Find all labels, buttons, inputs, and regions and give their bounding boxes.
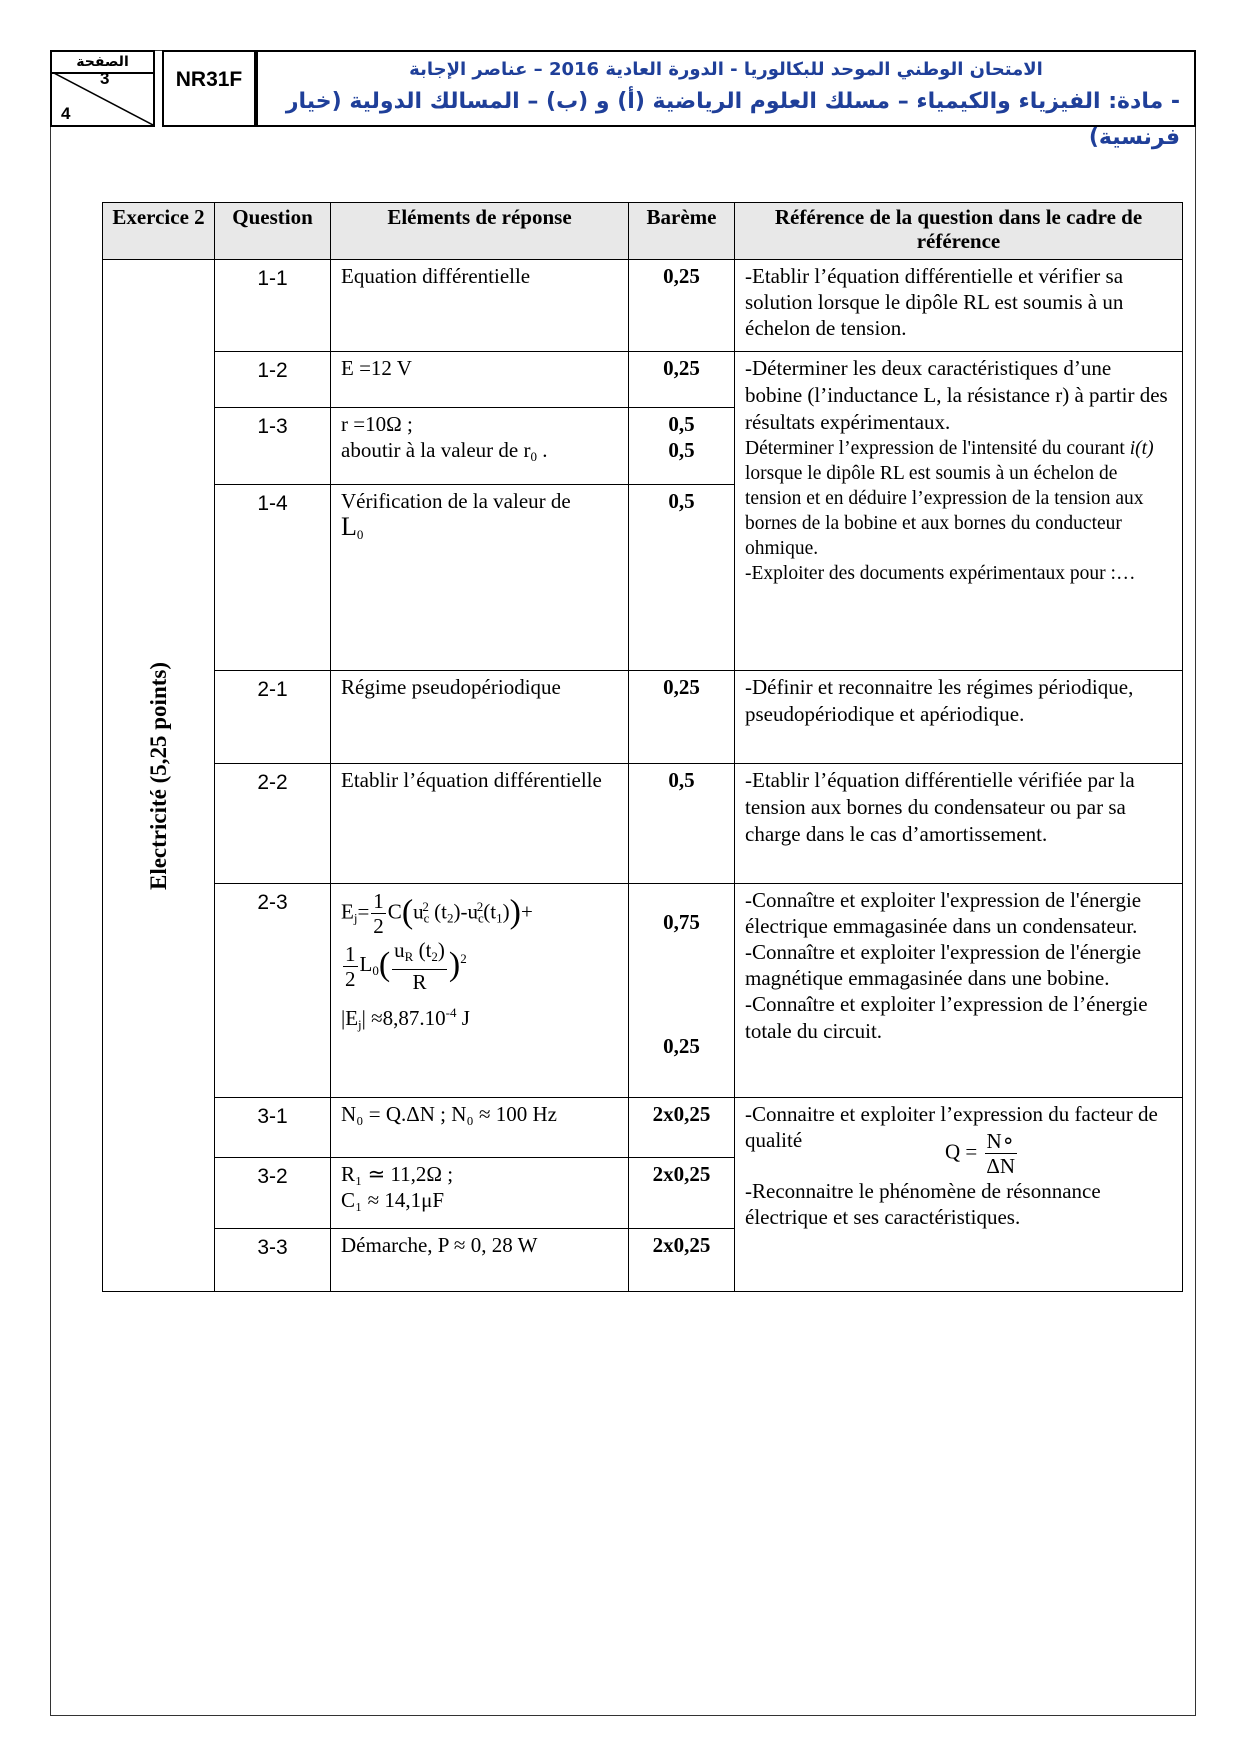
- question-number: 3-2: [215, 1158, 331, 1229]
- points-value: 0,5: [668, 437, 695, 462]
- question-number: 1-1: [215, 260, 331, 352]
- reference-text: -Reconnaitre le phénomène de résonnance électrique et ses caractéristiques.: [745, 1178, 1101, 1229]
- answer-cell: [331, 1158, 629, 1229]
- reference-text: Déterminer l’expression de l'intensité du courant: [745, 437, 1125, 459]
- reference-text: lorsque le dipôle RL est soumis à un échelon de tension et en déduire l’expression de la tension aux bornes de la bobine et aux bornes du conducteur ohmique.: [745, 462, 1144, 559]
- exam-title-line2: - مادة: الفيزياء والكيمياء – مسلك العلوم الرياضية (أ) و (ب) – المسالك الدولية (خيار فرنسية): [285, 89, 1180, 150]
- reference-text: -Déterminer les deux caractéristiques d’une bobine (l’inductance L, la résistance r) à partir des résultats expérimentaux.: [745, 355, 1168, 434]
- reference-text: -Connaitre et exploiter l’expression du facteur de qualité: [745, 1101, 1158, 1152]
- answer-cell: [331, 485, 629, 670]
- points-cell: 0,25: [629, 351, 735, 407]
- table-row: [103, 351, 1183, 407]
- energy-value: ≈8,87.10: [371, 1006, 446, 1031]
- answer-cell: E =12 V: [331, 351, 629, 407]
- table-row: [103, 884, 1183, 1097]
- answer-cell: [331, 407, 629, 485]
- page-number: 3: [100, 69, 110, 88]
- table-row: [103, 1097, 1183, 1157]
- energy-formula-line1: $E_j=$ $\frac{1}{2}$ $C(u_c^2$ $(t_2)-u_c^2(t_1))+$: [341, 889, 533, 939]
- question-number: 3-3: [215, 1229, 331, 1292]
- reference-text: -Connaître et exploiter l'expression de l'énergie électrique emmagasinée dans un condensateur.: [745, 888, 1142, 939]
- points-cell: 0,25: [629, 670, 735, 763]
- answer-cell: Régime pseudopériodique: [331, 670, 629, 763]
- section-label: Electricité (5,25 points): [145, 661, 171, 890]
- header-elements: Eléments de réponse: [331, 203, 629, 260]
- answer-line: R₁ ≃ 11,2Ω ;: [341, 1162, 454, 1187]
- reference-text: -Connaître et exploiter l’expression de l’énergie totale du circuit.: [745, 992, 1148, 1044]
- answer-line: Vérification de la valeur de: [341, 489, 571, 514]
- points-cell: 2x0,25: [629, 1229, 735, 1292]
- table-header-row: [103, 203, 1183, 260]
- table-row: [103, 260, 1183, 352]
- answer-table: [102, 202, 1183, 1292]
- answer-line: aboutir à la valeur de $r_0$ .: [341, 437, 548, 464]
- current-symbol: i(t): [1129, 437, 1154, 459]
- reference-cell: -Etablir l’équation différentielle vérifiée par la tension aux bornes du condensateur ou par sa charge dans le cas d’amortissement.: [735, 763, 1183, 884]
- r0-sub: 0: [530, 448, 537, 464]
- answer-line: r =10Ω ;: [341, 411, 413, 436]
- r0-var: r: [523, 437, 531, 462]
- l0-sub: 0: [356, 527, 364, 543]
- answer-cell: [331, 884, 629, 1097]
- reference-cell: -Définir et reconnaitre les régimes périodique, pseudopériodique et apériodique.: [735, 670, 1183, 763]
- formula-den: ΔN: [986, 1153, 1015, 1178]
- reference-cell: -Etablir l’équation différentielle et vérifier sa solution lorsque le dipôle RL est soumis à un échelon de tension.: [735, 260, 1183, 352]
- points-cell: 0,5: [629, 485, 735, 670]
- energy-unit: J: [461, 1006, 470, 1031]
- reference-text: [745, 436, 1172, 561]
- header-reference: Référence de la question dans le cadre de référence: [735, 203, 1183, 260]
- question-number: 2-2: [215, 763, 331, 884]
- answer-cell: Equation différentielle: [331, 260, 629, 352]
- page-label: الصفحة: [52, 52, 153, 74]
- formula-lhs: Q =: [945, 1139, 978, 1164]
- energy-exponent: -4: [445, 1005, 457, 1021]
- points-cell: [629, 407, 735, 485]
- question-number: 1-4: [215, 485, 331, 670]
- question-number: 1-3: [215, 407, 331, 485]
- header-question: Question: [215, 203, 331, 260]
- reference-cell: [735, 351, 1183, 670]
- points-cell: 2x0,25: [629, 1158, 735, 1229]
- exam-title: [256, 50, 1196, 150]
- formula-num: N∘: [986, 1128, 1015, 1153]
- answer-line: [341, 514, 618, 548]
- page-number-box: [50, 50, 155, 127]
- exam-code: NR31F: [162, 50, 256, 127]
- answer-text: aboutir à la valeur de: [341, 437, 519, 462]
- answer-line: C₁ ≈ 14,1μF: [341, 1188, 445, 1213]
- question-number: 1-2: [215, 351, 331, 407]
- points-cell: [629, 884, 735, 1097]
- question-number: 3-1: [215, 1097, 331, 1157]
- table-row: [103, 670, 1183, 763]
- answer-cell: Etablir l’équation différentielle: [331, 763, 629, 884]
- reference-text: -Exploiter des documents expérimentaux pour :…: [745, 562, 1136, 584]
- reference-cell: [735, 1097, 1183, 1291]
- l0-var: L: [341, 512, 357, 542]
- header-exercice: Exercice 2: [103, 203, 215, 260]
- answer-cell: Démarche, P ≈ 0, 28 W: [331, 1229, 629, 1292]
- header-bareme: Barème: [629, 203, 735, 260]
- energy-formula-line2: $\frac{1}{2}$ $L_0$( $\frac{u_R (t_2)}{R}$ )$^2$: [345, 938, 467, 995]
- total-pages: 4: [61, 104, 71, 123]
- points-value: 0,75: [663, 910, 700, 935]
- points-cell: 0,25: [629, 260, 735, 352]
- exam-title-line1: الامتحان الوطني الموحد للبكالوريا - الدورة العادية 2016 – عناصر الإجابة: [409, 59, 1043, 80]
- quality-factor-formula: [945, 1129, 1172, 1178]
- points-value: 0,25: [663, 1034, 700, 1059]
- reference-cell: [735, 884, 1183, 1097]
- question-number: 2-3: [215, 884, 331, 1097]
- points-cell: 0,5: [629, 763, 735, 884]
- answer-cell: N₀ = Q.ΔN ; N₀ ≈ 100 Hz: [331, 1097, 629, 1157]
- points-value: 0,5: [668, 411, 695, 436]
- question-number: 2-1: [215, 670, 331, 763]
- reference-text: -Connaître et exploiter l'expression de l'énergie magnétique emmagasinée dans une bobine.: [745, 940, 1142, 991]
- points-cell: 2x0,25: [629, 1097, 735, 1157]
- energy-result: $|E_j| \approx 8,87.10^{-4}$ J: [341, 1005, 470, 1033]
- section-cell: [103, 260, 215, 1292]
- table-row: [103, 763, 1183, 884]
